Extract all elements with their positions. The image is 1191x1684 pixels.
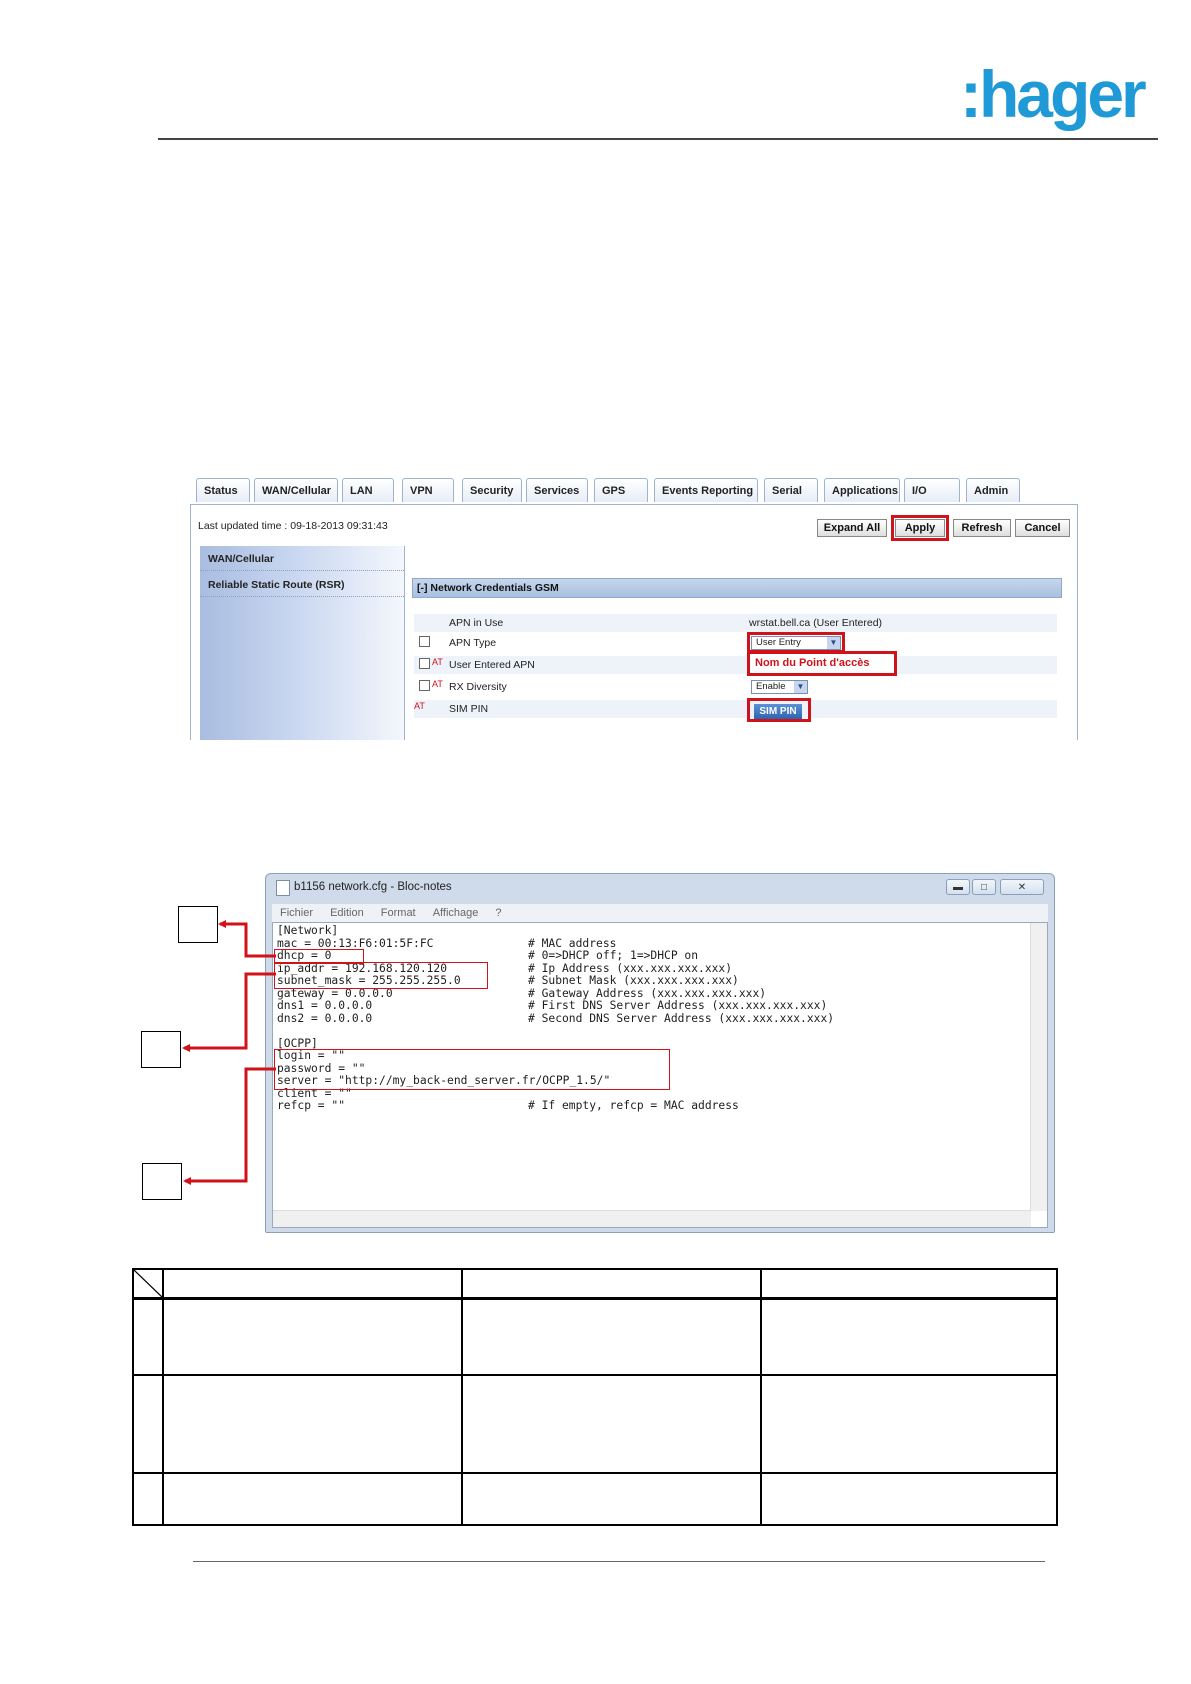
table-header-line bbox=[134, 1297, 1056, 1300]
parameter-table bbox=[132, 1268, 1058, 1526]
tab-lan[interactable]: LAN bbox=[342, 478, 394, 502]
row-label: User Entered APN bbox=[449, 659, 535, 671]
code-line: [Network] bbox=[277, 924, 339, 937]
maximize-button[interactable]: □ bbox=[972, 879, 996, 895]
minimize-button[interactable]: ▬ bbox=[946, 879, 970, 895]
code-line: refcp = "" bbox=[277, 1099, 346, 1112]
row-label: RX Diversity bbox=[449, 681, 507, 693]
select-value: User Entry bbox=[756, 637, 801, 648]
code-line: login = "" bbox=[277, 1049, 346, 1062]
row-label: APN in Use bbox=[449, 617, 504, 629]
code-line: password = "" bbox=[277, 1061, 366, 1075]
code-line: dns2 = 0.0.0.0 bbox=[277, 1011, 373, 1025]
table-col-line bbox=[461, 1270, 463, 1524]
footer-rule bbox=[193, 1561, 1045, 1562]
menu-format[interactable]: Format bbox=[380, 907, 416, 919]
apn-value: Nom du Point d'accès bbox=[755, 657, 870, 669]
chevron-down-icon: ▼ bbox=[827, 637, 840, 649]
code-line: gateway = 0.0.0.0 bbox=[277, 986, 393, 1000]
code-comment: # Subnet Mask (xxx.xxx.xxx.xxx) bbox=[528, 974, 739, 987]
svg-text::hager: :hager bbox=[960, 62, 1144, 131]
tab-applications[interactable]: Applications bbox=[824, 478, 900, 502]
section-header[interactable]: [-] Network Credentials GSM bbox=[412, 578, 1062, 598]
row-label: SIM PIN bbox=[449, 703, 489, 715]
refresh-button[interactable]: Refresh bbox=[953, 519, 1011, 537]
table-corner-diagonal bbox=[134, 1270, 163, 1298]
close-button[interactable]: ✕ bbox=[1000, 879, 1044, 895]
code-comment: # Gateway Address (xxx.xxx.xxx.xxx) bbox=[528, 986, 767, 1000]
tab-security[interactable]: Security bbox=[462, 478, 522, 502]
arrow-2 bbox=[184, 974, 276, 1048]
expand-all-button[interactable]: Expand All bbox=[817, 519, 887, 537]
row-label: APN Type bbox=[449, 637, 497, 649]
table-col-line bbox=[760, 1270, 762, 1524]
cancel-button[interactable]: Cancel bbox=[1015, 519, 1070, 537]
at-marker: AT bbox=[414, 701, 425, 711]
tab-wan-cellular[interactable]: WAN/Cellular bbox=[254, 478, 338, 502]
tab-services[interactable]: Services bbox=[526, 478, 588, 502]
row-value: wrstat.bell.ca (User Entered) bbox=[749, 617, 883, 629]
code-line: ip_addr = 192.168.120.120 bbox=[277, 961, 448, 975]
menu-help[interactable]: ? bbox=[495, 907, 502, 919]
menu-affichage[interactable]: Affichage bbox=[432, 907, 479, 919]
code-line: [OCPP] bbox=[277, 1036, 318, 1050]
apply-button[interactable]: Apply bbox=[895, 519, 945, 537]
nav-item-rsr[interactable]: Reliable Static Route (RSR) bbox=[208, 579, 345, 591]
sim-pin-button[interactable]: SIM PIN bbox=[754, 704, 802, 719]
code-line: server = "http://my_back-end_server.fr/OCPP_1.5/" bbox=[277, 1074, 611, 1087]
tab-vpn[interactable]: VPN bbox=[402, 478, 454, 502]
tab-status[interactable]: Status bbox=[196, 478, 250, 502]
tab-io[interactable]: I/O bbox=[904, 478, 960, 502]
at-marker: AT bbox=[432, 657, 443, 667]
code-line: subnet_mask = 255.255.255.0 bbox=[277, 974, 461, 987]
code-comment: # Second DNS Server Address (xxx.xxx.xxx.xxx) bbox=[528, 1011, 835, 1025]
code-line: dhcp = 0 bbox=[277, 949, 332, 962]
table-row-line bbox=[134, 1374, 1056, 1376]
code-comment: # MAC address bbox=[528, 936, 617, 950]
code-comment: # If empty, refcp = MAC address bbox=[528, 1099, 739, 1112]
menu-fichier[interactable]: Fichier bbox=[280, 907, 314, 919]
table-row-line bbox=[134, 1472, 1056, 1474]
window-title: b1156 network.cfg - Bloc-notes bbox=[294, 881, 452, 893]
code-comment: # 0=>DHCP off; 1=>DHCP on bbox=[528, 949, 699, 962]
tab-gps[interactable]: GPS bbox=[594, 478, 648, 502]
arrow-1 bbox=[220, 924, 276, 956]
arrow-3 bbox=[185, 1069, 276, 1181]
tab-serial[interactable]: Serial bbox=[764, 478, 818, 502]
nav-item-wan-cellular[interactable]: WAN/Cellular bbox=[208, 553, 274, 565]
code-line: mac = 00:13:F6:01:5F:FC bbox=[277, 936, 434, 950]
last-updated-time: Last updated time : 09-18-2013 09:31:43 bbox=[198, 520, 388, 532]
table-col-line bbox=[162, 1270, 164, 1524]
code-comment: # First DNS Server Address (xxx.xxx.xxx.xxx) bbox=[528, 999, 828, 1012]
code-line: dns1 = 0.0.0.0 bbox=[277, 999, 373, 1012]
tab-admin[interactable]: Admin bbox=[966, 478, 1020, 502]
at-marker: AT bbox=[432, 679, 443, 689]
tab-events-reporting[interactable]: Events Reporting bbox=[654, 478, 758, 502]
code-line: client = "" bbox=[277, 1086, 352, 1100]
chevron-down-icon: ▼ bbox=[794, 681, 807, 693]
code-comment: # Ip Address (xxx.xxx.xxx.xxx) bbox=[528, 961, 733, 975]
select-value: Enable bbox=[756, 681, 786, 692]
menu-edition[interactable]: Edition bbox=[330, 907, 364, 919]
